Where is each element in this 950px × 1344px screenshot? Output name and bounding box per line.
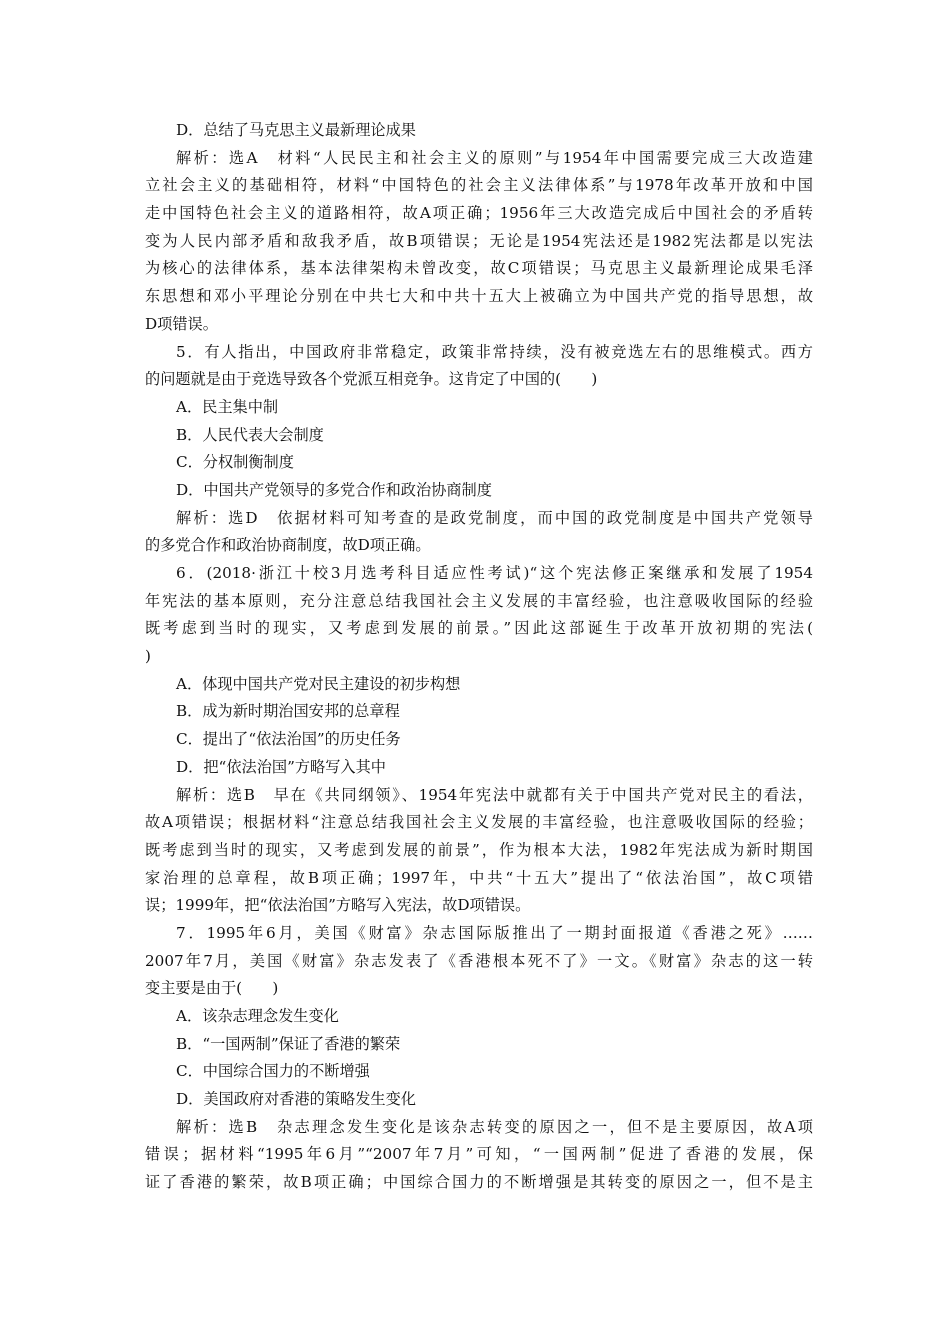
q6-analysis <box>145 782 813 920</box>
text-line: ) <box>145 647 151 666</box>
text-line: 变主要是由于( ) <box>145 979 279 998</box>
text-line: B．成为新时期治国安邦的总章程 <box>176 702 400 721</box>
document-page <box>145 117 813 1197</box>
text-line: A．体现中国共产党对民主建设的初步构想 <box>176 674 461 693</box>
text-line: C．中国综合国力的不断增强 <box>176 1062 370 1081</box>
text-line: 既考虑到当时的现实，又考虑到发展的前景。”因此这部诞生于改革开放初期的宪法( <box>145 619 813 638</box>
text-line: C．分权制衡制度 <box>176 453 294 472</box>
text-line: 证了香港的繁荣，故B项正确；中国综合国力的不断增强是其转变的原因之一，但不是主 <box>145 1173 813 1192</box>
text-line: 东思想和邓小平理论分别在中共七大和中共十五大上被确立为中国共产党的指导思想，故 <box>145 287 813 306</box>
text-line: A．民主集中制 <box>176 397 279 416</box>
text-line: D．美国政府对香港的策略发生变化 <box>176 1090 416 1109</box>
q7-options <box>145 1003 813 1114</box>
text-line: 7．1995年6月，美国《财富》杂志国际版推出了一期封面报道《香港之死》…… <box>176 923 813 942</box>
text-line: 2007年7月，美国《财富》杂志发表了《香港根本死不了》一文。《财富》杂志的这一转 <box>145 951 813 970</box>
text-line: D．把“依法治国”方略写入其中 <box>176 757 386 776</box>
q5-analysis <box>145 505 813 560</box>
text-line: 误；1999年，把“依法治国”方略写入宪法，故D项错误。 <box>145 896 531 915</box>
text-line: 解析：选A 材料“人民民主和社会主义的原则”与1954年中国需要完成三大改造建 <box>176 148 813 167</box>
text-line: 解析：选B 杂志理念发生变化是该杂志转变的原因之一，但不是主要原因，故A项 <box>176 1117 813 1136</box>
text-line: 解析：选B 早在《共同纲领》、1954年宪法中就都有关于中国共产党对民主的看法， <box>176 785 813 804</box>
text-line: 为核心的法律体系，基本法律架构未曾改变，故C项错误；马克思主义最新理论成果毛泽 <box>145 259 813 278</box>
text-line: 变为人民内部矛盾和敌我矛盾，故B项错误；无论是1954宪法还是1982宪法都是以宪法 <box>145 231 813 250</box>
q6-stem <box>145 560 813 671</box>
text-line: 年宪法的基本原则，充分注意总结我国社会主义发展的丰富经验，也注意吸收国际的经验 <box>145 591 813 610</box>
q4-analysis <box>145 145 813 339</box>
text-line: 错误；据材料“1995年6月”“2007年7月”可知，“一国两制”促进了香港的发展，保 <box>145 1145 813 1164</box>
text-line: 走中国特色社会主义的道路相符，故A项正确；1956年三大改造完成后中国社会的矛盾转 <box>145 204 813 223</box>
text-line: 的问题就是由于竞选导致各个党派互相竞争。这肯定了中国的( ) <box>145 370 598 389</box>
text-line: 故A项错误；根据材料“注意总结我国社会主义发展的丰富经验，也注意吸收国际的经验； <box>145 813 813 832</box>
q5-stem <box>145 339 813 394</box>
text-line: 解析：选D 依据材料可知考查的是政党制度，而中国的政党制度是中国共产党领导 <box>176 508 813 527</box>
text-line: D项错误。 <box>145 314 218 333</box>
text-line: D．总结了马克思主义最新理论成果 <box>176 121 416 139</box>
text-line: B．人民代表大会制度 <box>176 425 324 444</box>
text-line: 立社会主义的基础相符，材料“中国特色的社会主义法律体系”与1978年改革开放和中国 <box>145 176 813 195</box>
text-line: B．“一国两制”保证了香港的繁荣 <box>176 1034 401 1053</box>
text-line: 的多党合作和政治协商制度，故D项正确。 <box>145 536 431 555</box>
q4-optD <box>145 117 813 145</box>
q6-options <box>145 671 813 782</box>
text-line: 既考虑到当时的现实，又考虑到发展的前景”，作为根本大法，1982年宪法成为新时期国 <box>145 840 813 859</box>
text-line: D．中国共产党领导的多党合作和政治协商制度 <box>176 480 492 499</box>
text-line: C．提出了“依法治国”的历史任务 <box>176 730 401 749</box>
q7-stem <box>145 920 813 1003</box>
text-line: 6．(2018·浙江十校3月选考科目适应性考试)“这个宪法修正案继承和发展了1954 <box>176 564 813 582</box>
text-line: A．该杂志理念发生变化 <box>176 1007 339 1025</box>
text-line: 家治理的总章程，故B项正确；1997年，中共“十五大”提出了“依法治国”，故C项错 <box>145 868 813 887</box>
q7-analysis <box>145 1114 813 1197</box>
text-line: 5．有人指出，中国政府非常稳定，政策非常持续，没有被竞选左右的思维模式。西方 <box>176 342 813 361</box>
q5-options <box>145 394 813 505</box>
